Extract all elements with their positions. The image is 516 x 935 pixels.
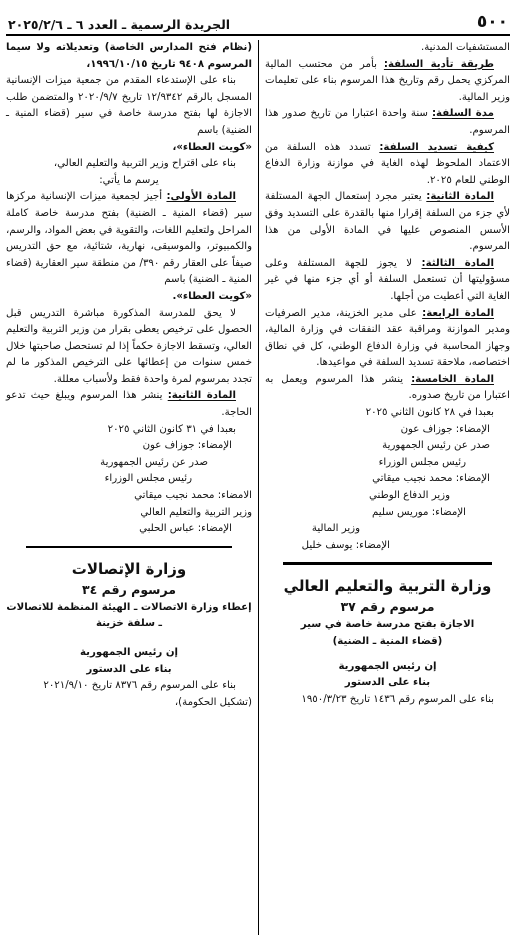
- school-name: «كويت العطاء»،: [172, 141, 252, 153]
- decrees-line: يرسم ما يأتي:: [99, 174, 159, 186]
- page-number: ٥٠٠: [476, 12, 508, 32]
- pm-title: رئيس مجلس الوزراء: [104, 473, 192, 485]
- defense-minister-signature: الإمضاء: موريس سليم: [372, 506, 466, 518]
- issued-by: صدر عن رئيس الجمهورية: [100, 456, 208, 468]
- right-column: [258, 40, 510, 935]
- paragraph: (نظام فتح المدارس الخاصة) وتعديلاته ولا سيما المرسوم ٩٤٠٨ تاريخ ١٩٩٦/١٠/١٥،: [6, 42, 252, 70]
- article-2: المادة الثانية: يعتبر مجرد إستعمال الجهة المستلفة لأي جزء من السلفة إقرارا منها بالقدرة على التسديد وفق الأسس المنصوص عليها في المادة الأولى من هذا المرسوم.: [265, 191, 510, 253]
- left-column: [6, 40, 258, 935]
- article-1: المادة الأولى: أجيز لجمعية ميزات الإنسانية مركزها سير (قضاء المنية ـ الضنية) بفتح مدرسة خاصة كاملة المراحل ولتعليم اللغات، والتقوية في بعض المواد، والرسم، والكمبيوتر، والموسيقى، نهارية، شتائية، مع حق التدريس صيفاً على العقار رقم ٣٩٠/ من منطقة سير العقارية (قضاء المنية ـ الضنية) باسم: [6, 191, 252, 286]
- issued-by: صدر عن رئيس الجمهورية: [382, 440, 490, 452]
- article-2: المادة الثانية: ينشر هذا المرسوم ويبلغ حيث تدعو الحاجة.: [6, 390, 252, 419]
- decree-title: الاجازة بفتح مدرسة خاصة في سير: [300, 619, 475, 631]
- based-on-line: بناء على المرسوم رقم ١٤٣٦ تاريخ ١٩٥٠/٣/٢٣: [301, 693, 494, 705]
- based-on-note: (تشكيل الحكومة)،: [174, 696, 252, 708]
- article-4: المادة الرابعة: على مدير الخزينة، مدير الصرفيات ومدير الموازنة ومراقبة عقد النفقات في وزارة المالية، وجهاز المحاسبة في وزارة الدفاع الوطني، كل في نطاق اختصاصه، ملاحقة تسديد السلفة في مواعيدها.: [265, 307, 510, 369]
- president-signature: الإمضاء: جوزاف عون: [142, 440, 232, 452]
- pm-title: رئيس مجلس الوزراء: [378, 456, 466, 468]
- constitution-line: بناء على الدستور: [86, 663, 172, 675]
- signing-date: بعبدا في ٢٨ كانون الثاني ٢٠٢٥: [365, 407, 494, 419]
- pm-signature: الإمضاء: محمد نجيب ميقاتي: [372, 473, 490, 485]
- paragraph: مدة السلفة: سنة واحدة اعتبارا من تاريخ صدور هذا المرسوم.: [265, 108, 510, 136]
- finance-minister-title: وزير المالية: [311, 523, 360, 535]
- paragraph: كيفية تسديد السلفة: تسدد هذه السلفة من الاعتماد الملحوظ لهذه الغاية في موازنة وزارة الدفاع الوطني للعام ٢٠٢٥.: [265, 141, 510, 186]
- ministry-heading: وزارة التربية والتعليم العالي: [283, 577, 492, 596]
- pm-signature: الامضاء: محمد نجيب ميقاتي: [134, 490, 252, 502]
- defense-minister-title: وزير الدفاع الوطني: [369, 490, 450, 502]
- ministry-heading: وزارة الإتصالات: [71, 559, 187, 578]
- president-line: إن رئيس الجمهورية: [80, 647, 178, 658]
- education-minister-title: وزير التربية والتعليم العالي: [140, 506, 252, 518]
- paragraph: بناء على الإستدعاء المقدم من جمعية ميزات الإنسانية المسجل بالرقم ١٢/٩٣٤٢ تاريخ ٢٠٢٠/٩/٧ والمتضمن طلب الاجازة لها بفتح مدرسة خاصة في سير (قضاء المنية ـ الضنية) باسم: [6, 75, 252, 136]
- paragraph: طريقة تأدية السلفة: بأمر من محتسب المالية المركزي يحمل رقم وتاريخ هذا المرسوم بناء على تعليمات وزير المالية.: [265, 58, 510, 103]
- school-name: «كويت العطاء».: [172, 290, 252, 302]
- president-line: إن رئيس الجمهورية: [338, 660, 437, 672]
- gazette-title: الجريدة الرسمية ـ العدد ٦ ـ ٢٠٢٥/٢/٦: [8, 17, 231, 32]
- article-5: المادة الخامسة: ينشر هذا المرسوم ويعمل به اعتبارا من تاريخ صدوره.: [265, 373, 510, 402]
- article-3: المادة الثالثة: لا يجوز للجهة المستلفة وعلى مسؤوليتها أن تستعمل السلفة أو أي جزء منها في غير الغاية التي أعطيت من أجلها.: [265, 257, 510, 302]
- paragraph: بناء على اقتراح وزير التربية والتعليم العالي،: [53, 158, 236, 170]
- section-divider: [283, 562, 492, 565]
- education-minister-signature: الإمضاء: عباس الحلبي: [139, 523, 232, 535]
- page-header: [6, 6, 510, 36]
- decree-number: مرسوم رقم ٣٧: [340, 599, 435, 615]
- columns: [6, 40, 510, 935]
- text-line: المستشفيات المدنية.: [420, 42, 510, 53]
- president-signature: الإمضاء: جوزاف عون: [400, 423, 490, 435]
- decree-number: مرسوم رقم ٣٤: [82, 581, 176, 597]
- decree-subtitle: (قضاء المنية ـ الضنية): [332, 636, 443, 647]
- finance-minister-signature: الإمضاء: يوسف خليل: [301, 539, 390, 551]
- signing-date: بعبدا في ٣١ كانون الثاني ٢٠٢٥: [107, 423, 236, 435]
- constitution-line: بناء على الدستور: [344, 677, 431, 689]
- paragraph: لا يحق للمدرسة المذكورة مباشرة التدريس قبل الحصول على ترخيص يعطى بقرار من وزير التربية والتعليم العالي، وتسقط الاجازة حكماً إذا لم تستحصل صاحبتها خلال خمس سنوات من إعطائها على الترخيص المذكور ما لم تجدد بمرسوم لمرة واحدة فقط ولأسباب معللة.: [6, 307, 252, 385]
- decree-title: إعطاء وزارة الاتصالات ـ الهيئة المنظمة للاتصالات ـ سلفة خزينة: [6, 601, 252, 630]
- section-divider: [26, 546, 232, 548]
- based-on-line: بناء على المرسوم رقم ٨٣٧٦ تاريخ ٢٠٢١/٩/١٠: [43, 680, 236, 692]
